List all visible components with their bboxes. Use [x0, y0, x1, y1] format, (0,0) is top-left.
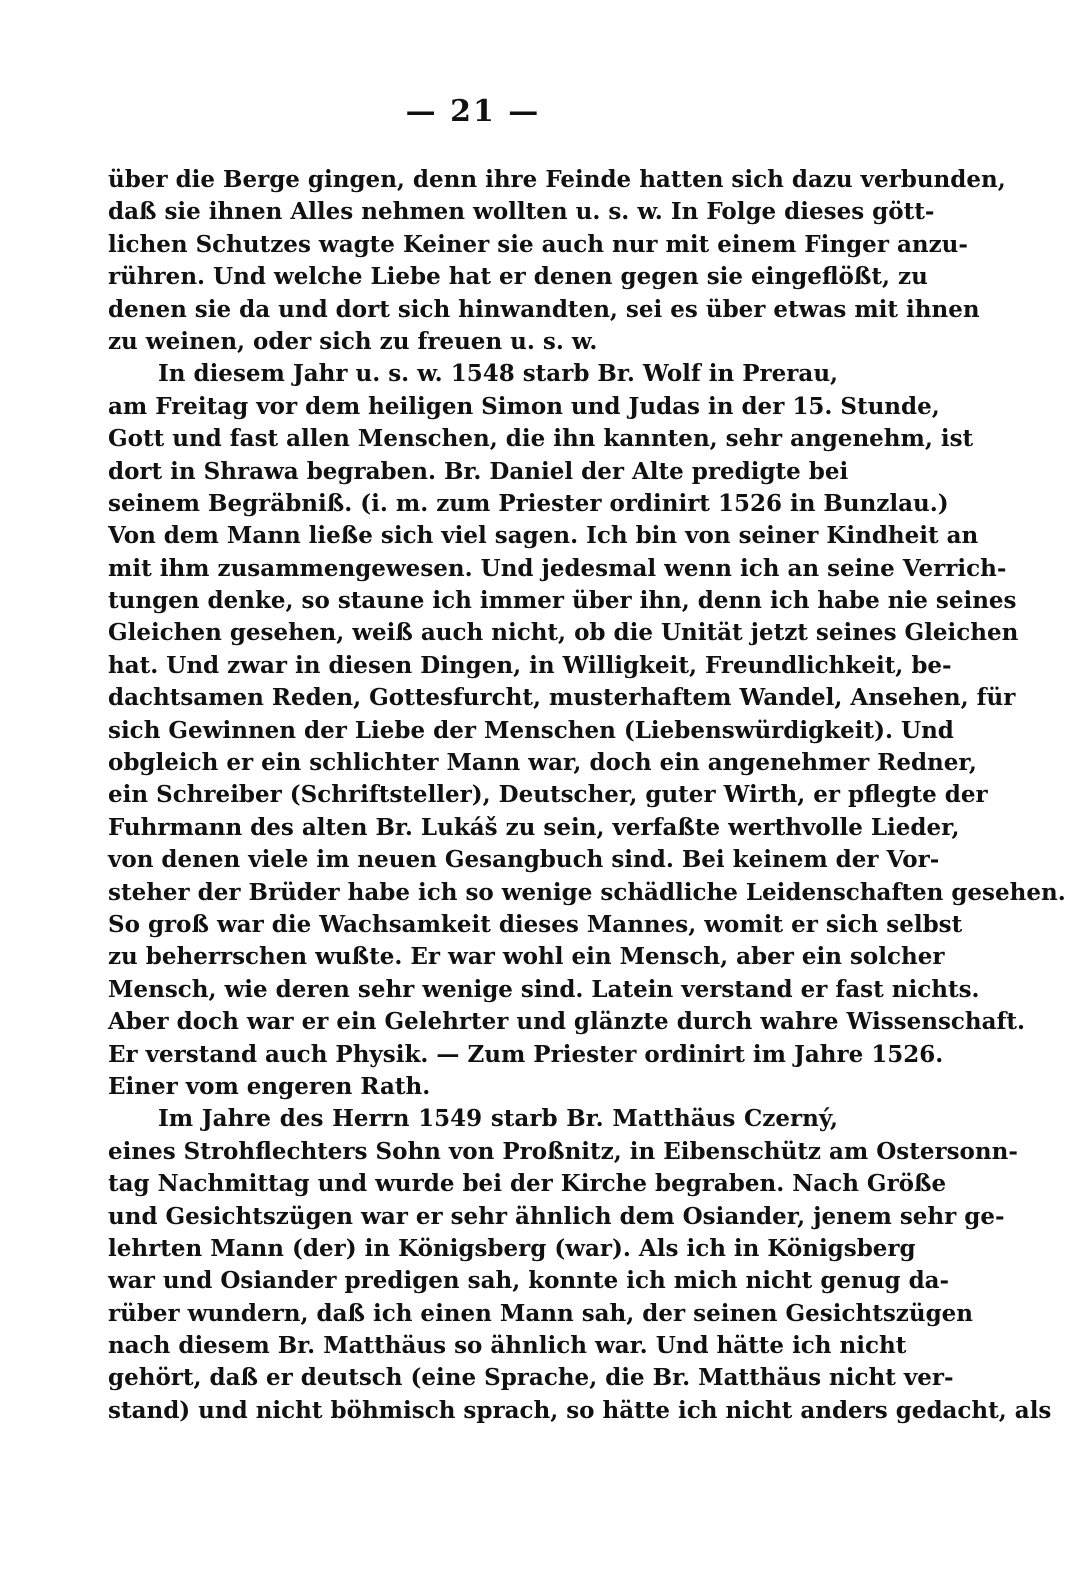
- text-line: stand) und nicht böhmisch sprach, so hätte ich nicht anders gedacht, als: [108, 1396, 1052, 1424]
- text-line: ein Schreiber (Schriftsteller), Deutscher, guter Wirth, er pflegte der: [108, 781, 988, 809]
- text-line: In diesem Jahr u. s. w. 1548 starb Br. Wolf in Prerau,: [158, 360, 839, 388]
- text-line: Aber doch war er ein Gelehrter und glänzte durch wahre Wissenschaft.: [108, 1008, 1026, 1036]
- text-line: lichen Schutzes wagte Keiner sie auch nur mit einem Finger anzu-: [108, 230, 968, 258]
- text-line: eines Strohflechters Sohn von Proßnitz, in Eibenschütz am Ostersonn-: [108, 1137, 1018, 1165]
- text-line: obgleich er ein schlichter Mann war, doch ein angenehmer Redner,: [108, 749, 977, 777]
- text-line: Gleichen gesehen, weiß auch nicht, ob die Unität jetzt seines Gleichen: [108, 619, 1019, 647]
- text-line: zu weinen, oder sich zu freuen u. s. w.: [108, 327, 598, 355]
- text-line: Im Jahre des Herrn 1549 starb Br. Matthäus Czerný,: [158, 1105, 838, 1133]
- page-number: — 21 —: [405, 94, 541, 129]
- text-line: steher der Brüder habe ich so wenige schädliche Leidenschaften gesehen.: [108, 878, 1066, 906]
- text-line: und Gesichtszügen war er sehr ähnlich dem Osiander, jenem sehr ge-: [108, 1202, 1005, 1230]
- book-page: [108, 92, 1066, 1427]
- text-line: sich Gewinnen der Liebe der Menschen (Liebenswürdigkeit). Und: [108, 716, 954, 744]
- text-line: Von dem Mann ließe sich viel sagen. Ich bin von seiner Kindheit an: [108, 522, 979, 550]
- text-line: tungen denke, so staune ich immer über ihn, denn ich habe nie seines: [108, 587, 1017, 615]
- text-line: Mensch, wie deren sehr wenige sind. Latein verstand er fast nichts.: [108, 975, 980, 1003]
- text-line: rüber wundern, daß ich einen Mann sah, der seinen Gesichtszügen: [108, 1299, 974, 1327]
- text-line: rühren. Und welche Liebe hat er denen gegen sie eingeflößt, zu: [108, 263, 928, 291]
- text-line: So groß war die Wachsamkeit dieses Mannes, womit er sich selbst: [108, 910, 963, 938]
- text-line: dort in Shrawa begraben. Br. Daniel der Alte predigte bei: [108, 457, 849, 485]
- text-line: tag Nachmittag und wurde bei der Kirche begraben. Nach Größe: [108, 1170, 947, 1198]
- text-line: mit ihm zusammengewesen. Und jedesmal wenn ich an seine Verrich-: [108, 554, 1007, 582]
- text-line: nach diesem Br. Matthäus so ähnlich war. Und hätte ich nicht: [108, 1332, 907, 1360]
- text-line: seinem Begräbniß. (i. m. zum Priester ordinirt 1526 in Bunzlau.): [108, 489, 949, 517]
- text-line: hat. Und zwar in diesen Dingen, in Willigkeit, Freundlichkeit, be-: [108, 651, 952, 679]
- text-line: zu beherrschen wußte. Er war wohl ein Mensch, aber ein solcher: [108, 943, 945, 971]
- text-line: über die Berge gingen, denn ihre Feinde hatten sich dazu verbunden,: [108, 166, 1006, 193]
- text-line: denen sie da und dort sich hinwandten, sei es über etwas mit ihnen: [108, 295, 980, 323]
- text-line: daß sie ihnen Alles nehmen wollten u. s. w. In Folge dieses gött-: [108, 198, 935, 226]
- text-line: am Freitag vor dem heiligen Simon und Judas in der 15. Stunde,: [108, 392, 940, 420]
- text-line: dachtsamen Reden, Gottesfurcht, musterhaftem Wandel, Ansehen, für: [108, 684, 1016, 712]
- body-text: [108, 164, 1066, 1427]
- text-line: Er verstand auch Physik. — Zum Priester ordinirt im Jahre 1526.: [108, 1040, 944, 1068]
- text-line: von denen viele im neuen Gesangbuch sind. Bei keinem der Vor-: [108, 846, 940, 874]
- text-line: gehört, daß er deutsch (eine Sprache, die Br. Matthäus nicht ver-: [108, 1364, 954, 1392]
- text-line: Fuhrmann des alten Br. Lukáš zu sein, verfaßte werthvolle Lieder,: [108, 813, 960, 841]
- text-line: Einer vom engeren Rath.: [108, 1072, 431, 1100]
- text-line: Gott und fast allen Menschen, die ihn kannten, sehr angenehm, ist: [108, 425, 974, 453]
- text-line: lehrten Mann (der) in Königsberg (war). Als ich in Königsberg: [108, 1234, 916, 1262]
- text-line: war und Osiander predigen sah, konnte ich mich nicht genug da-: [108, 1267, 950, 1295]
